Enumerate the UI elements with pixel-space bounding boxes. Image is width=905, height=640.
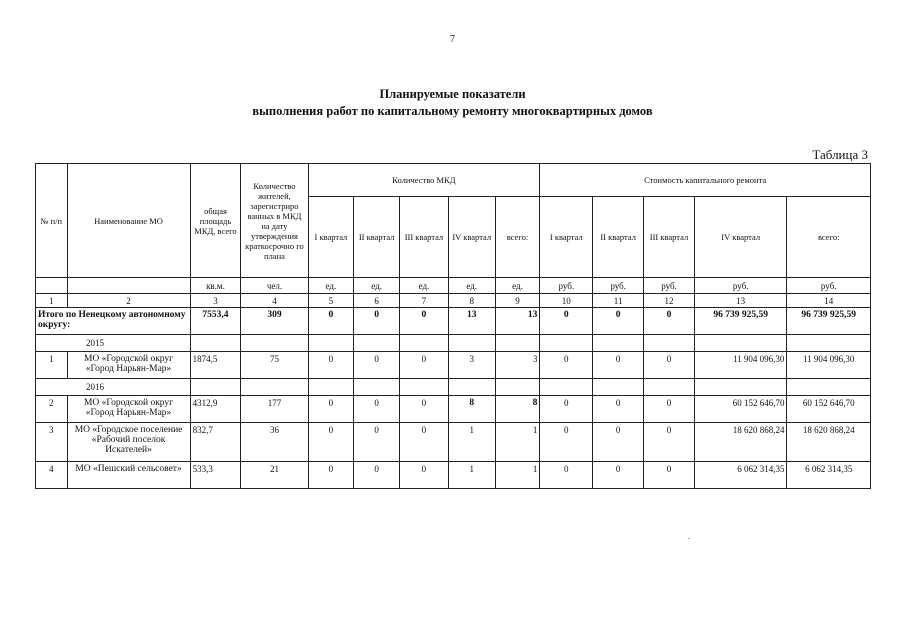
total-cost-q4: 96 739 925,59 xyxy=(694,308,787,335)
unit-cell: руб. xyxy=(644,278,695,294)
header-cost-total: всего: xyxy=(787,197,871,278)
column-number: 13 xyxy=(694,294,787,308)
year-label: 2016 xyxy=(36,379,191,396)
page-number: 7 xyxy=(450,34,455,45)
unit-cell: руб. xyxy=(593,278,644,294)
empty-cell xyxy=(694,379,787,396)
row-cost-q3: 0 xyxy=(644,352,695,379)
unit-cell: ед. xyxy=(448,278,495,294)
header-cost-q1: I квартал xyxy=(540,197,593,278)
empty-cell xyxy=(354,379,400,396)
row-area: 832,7 xyxy=(190,423,241,462)
unit-cell: чел. xyxy=(241,278,308,294)
row-area: 1874,5 xyxy=(190,352,241,379)
row-cost-q2: 0 xyxy=(593,352,644,379)
empty-cell xyxy=(241,379,308,396)
empty-cell xyxy=(308,379,354,396)
empty-cell xyxy=(448,379,495,396)
empty-cell xyxy=(400,335,449,352)
empty-cell xyxy=(540,379,593,396)
row-cost-q1: 0 xyxy=(540,396,593,423)
row-cost-q1: 0 xyxy=(540,352,593,379)
row-number: 3 xyxy=(36,423,68,462)
row-q4: 1 xyxy=(448,462,495,489)
column-number: 10 xyxy=(540,294,593,308)
total-cost-total: 96 739 925,59 xyxy=(787,308,871,335)
unit-cell xyxy=(67,278,190,294)
unit-cell: кв.м. xyxy=(190,278,241,294)
row-cost-q4: 6 062 314,35 xyxy=(694,462,787,489)
column-number: 3 xyxy=(190,294,241,308)
row-cost-q2: 0 xyxy=(593,462,644,489)
unit-cell: руб. xyxy=(540,278,593,294)
row-residents: 21 xyxy=(241,462,308,489)
row-cost-q4: 11 904 096,30 xyxy=(694,352,787,379)
units-row xyxy=(36,278,871,294)
stray-mark: . xyxy=(688,532,690,541)
row-q1: 0 xyxy=(308,352,354,379)
empty-cell xyxy=(400,379,449,396)
row-cost-q1: 0 xyxy=(540,462,593,489)
row-q1: 0 xyxy=(308,462,354,489)
empty-cell xyxy=(354,335,400,352)
column-number: 5 xyxy=(308,294,354,308)
row-total: 8 xyxy=(495,396,540,423)
row-q2: 0 xyxy=(354,462,400,489)
header-q2: II квартал xyxy=(354,197,400,278)
row-name: МО «Городское поселение «Рабочий поселок Искателей» xyxy=(67,423,190,462)
row-q3: 0 xyxy=(400,396,449,423)
header-q4: IV квартал xyxy=(448,197,495,278)
row-number: 4 xyxy=(36,462,68,489)
header-q3: III квартал xyxy=(400,197,449,278)
column-number: 7 xyxy=(400,294,449,308)
table-row xyxy=(36,423,871,462)
row-cost-q4: 18 620 868,24 xyxy=(694,423,787,462)
column-number: 1 xyxy=(36,294,68,308)
unit-cell: руб. xyxy=(694,278,787,294)
row-q1: 0 xyxy=(308,396,354,423)
year-row xyxy=(36,335,871,352)
row-total: 1 xyxy=(495,462,540,489)
unit-cell: руб. xyxy=(787,278,871,294)
header-residents: Количество жителей, зарегистриро ванных в МКД на дату утверждения краткосрочно го плана xyxy=(241,164,308,278)
empty-cell xyxy=(495,379,540,396)
total-total: 13 xyxy=(495,308,540,335)
column-number: 11 xyxy=(593,294,644,308)
column-number: 2 xyxy=(67,294,190,308)
row-q4: 1 xyxy=(448,423,495,462)
empty-cell xyxy=(241,335,308,352)
total-cost-q2: 0 xyxy=(593,308,644,335)
header-num: № п/п xyxy=(36,164,68,278)
row-name: МО «Городской округ «Город Нарьян-Мар» xyxy=(67,396,190,423)
empty-cell xyxy=(644,335,695,352)
column-numbers-row xyxy=(36,294,871,308)
column-number: 9 xyxy=(495,294,540,308)
row-cost-q1: 0 xyxy=(540,423,593,462)
column-number: 4 xyxy=(241,294,308,308)
row-cost-total: 60 152 646,70 xyxy=(787,396,871,423)
header-name: Наименование МО xyxy=(67,164,190,278)
total-row-label: Итого по Ненецкому автономному округу: xyxy=(36,308,191,335)
table-row xyxy=(36,462,871,489)
column-number: 12 xyxy=(644,294,695,308)
row-cost-q3: 0 xyxy=(644,462,695,489)
empty-cell xyxy=(787,379,871,396)
unit-cell: ед. xyxy=(495,278,540,294)
empty-cell xyxy=(448,335,495,352)
total-q1: 0 xyxy=(308,308,354,335)
header-cost-q3: III квартал xyxy=(644,197,695,278)
column-number: 6 xyxy=(354,294,400,308)
row-residents: 75 xyxy=(241,352,308,379)
table-row xyxy=(36,352,871,379)
row-q2: 0 xyxy=(354,423,400,462)
row-cost-q2: 0 xyxy=(593,423,644,462)
row-number: 1 xyxy=(36,352,68,379)
row-cost-q3: 0 xyxy=(644,396,695,423)
row-name: МО «Пешский сельсовет» xyxy=(67,462,190,489)
row-name: МО «Городской округ «Город Нарьян-Мар» xyxy=(67,352,190,379)
row-number: 2 xyxy=(36,396,68,423)
row-q4: 3 xyxy=(448,352,495,379)
total-q3: 0 xyxy=(400,308,449,335)
year-label: 2015 xyxy=(36,335,191,352)
row-cost-total: 6 062 314,35 xyxy=(787,462,871,489)
row-cost-total: 11 904 096,30 xyxy=(787,352,871,379)
row-q3: 0 xyxy=(400,352,449,379)
row-total: 3 xyxy=(495,352,540,379)
total-cost-q3: 0 xyxy=(644,308,695,335)
header-total: всего: xyxy=(495,197,540,278)
empty-cell xyxy=(308,335,354,352)
empty-cell xyxy=(787,335,871,352)
row-q2: 0 xyxy=(354,352,400,379)
table-row xyxy=(36,396,871,423)
empty-cell xyxy=(593,379,644,396)
capital-repair-table xyxy=(35,163,871,489)
empty-cell xyxy=(540,335,593,352)
row-q3: 0 xyxy=(400,423,449,462)
header-cost-q2: II квартал xyxy=(593,197,644,278)
row-q4: 8 xyxy=(448,396,495,423)
header-cost-group: Стоимость капитального ремонта xyxy=(540,164,871,197)
row-cost-q4: 60 152 646,70 xyxy=(694,396,787,423)
column-number: 14 xyxy=(787,294,871,308)
row-residents: 177 xyxy=(241,396,308,423)
row-q2: 0 xyxy=(354,396,400,423)
total-q4: 13 xyxy=(448,308,495,335)
header-area: общая площадь МКД, всего xyxy=(190,164,241,278)
document-title xyxy=(0,86,905,120)
empty-cell xyxy=(644,379,695,396)
row-cost-total: 18 620 868,24 xyxy=(787,423,871,462)
empty-cell xyxy=(593,335,644,352)
empty-cell xyxy=(190,379,241,396)
total-q2: 0 xyxy=(354,308,400,335)
empty-cell xyxy=(190,335,241,352)
row-area: 533,3 xyxy=(190,462,241,489)
title-line-1: Планируемые показатели xyxy=(379,87,526,101)
row-cost-q3: 0 xyxy=(644,423,695,462)
row-area: 4312,9 xyxy=(190,396,241,423)
header-cost-q4: IV квартал xyxy=(694,197,787,278)
empty-cell xyxy=(694,335,787,352)
column-number: 8 xyxy=(448,294,495,308)
row-total: 1 xyxy=(495,423,540,462)
unit-cell: ед. xyxy=(400,278,449,294)
row-residents: 36 xyxy=(241,423,308,462)
header-q1: I квартал xyxy=(308,197,354,278)
total-cost-q1: 0 xyxy=(540,308,593,335)
row-q1: 0 xyxy=(308,423,354,462)
unit-cell xyxy=(36,278,68,294)
year-row xyxy=(36,379,871,396)
row-q3: 0 xyxy=(400,462,449,489)
title-line-2: выполнения работ по капитальному ремонту многоквартирных домов xyxy=(252,104,653,118)
row-cost-q2: 0 xyxy=(593,396,644,423)
total-residents: 309 xyxy=(241,308,308,335)
empty-cell xyxy=(495,335,540,352)
unit-cell: ед. xyxy=(354,278,400,294)
total-area: 7553,4 xyxy=(190,308,241,335)
total-row xyxy=(36,308,871,335)
header-mkd-group: Количество МКД xyxy=(308,164,540,197)
unit-cell: ед. xyxy=(308,278,354,294)
table-caption: Таблица 3 xyxy=(812,147,868,162)
